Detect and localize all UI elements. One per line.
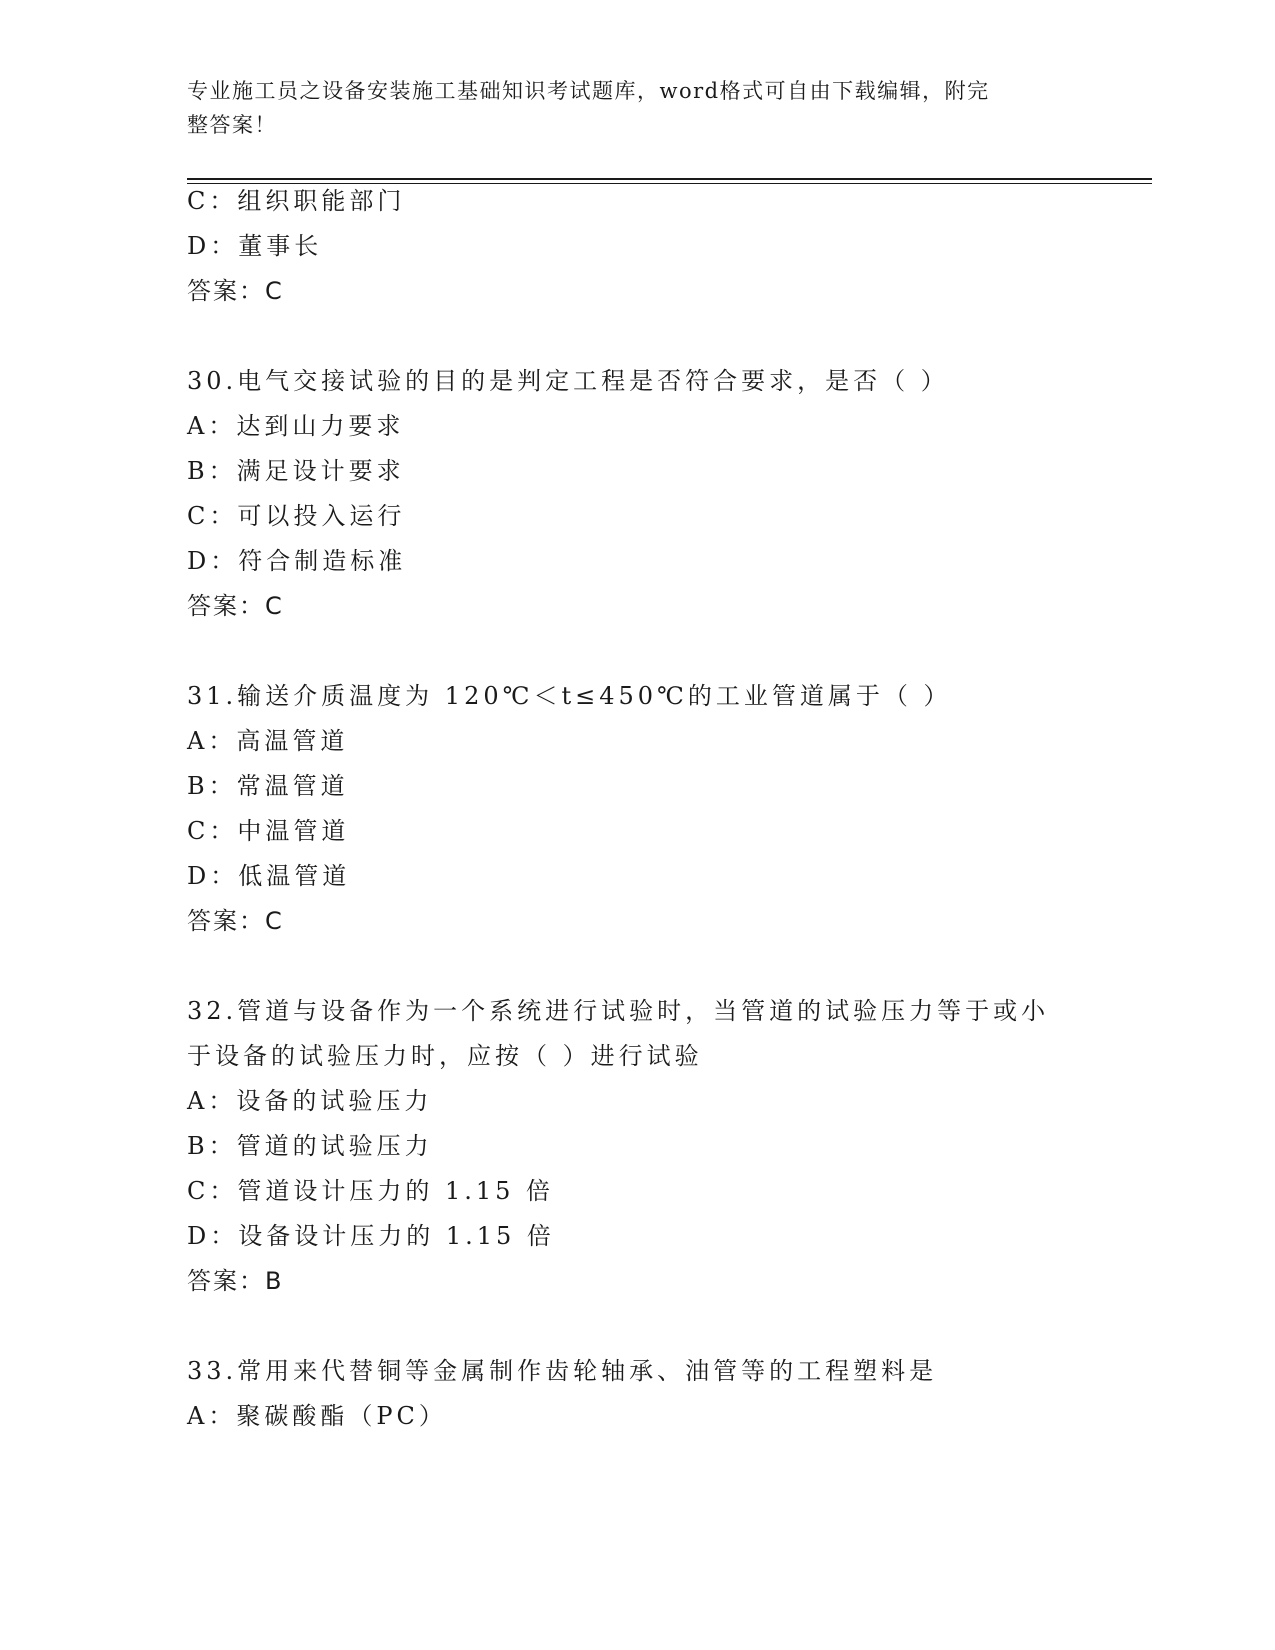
q29-option-d: D：董事长 xyxy=(187,232,323,260)
q30-option-d: D：符合制造标准 xyxy=(187,547,407,575)
document-header xyxy=(187,74,1067,142)
q31-stem: 31.输送介质温度为 120℃＜t≤450℃的工业管道属于（ ） xyxy=(187,682,952,710)
q33-option-a: A：聚碳酸酯（PC） xyxy=(187,1402,447,1430)
header-line-1: 专业施工员之设备安装施工基础知识考试题库，word格式可自由下载编辑，附完 xyxy=(187,79,990,103)
q29-option-c: C：组织职能部门 xyxy=(187,187,406,215)
header-divider-thick xyxy=(187,178,1152,180)
q32-answer: 答案：B xyxy=(187,1267,284,1295)
q32-option-b: B：管道的试验压力 xyxy=(187,1132,433,1160)
q32-option-c: C：管道设计压力的 1.15 倍 xyxy=(187,1177,555,1205)
q31-option-c: C：中温管道 xyxy=(187,817,350,845)
q30-option-b: B：满足设计要求 xyxy=(187,457,405,485)
q32-stem-line-1: 32.管道与设备作为一个系统进行试验时，当管道的试验压力等于或小 xyxy=(187,997,1050,1025)
header-divider-thin xyxy=(187,183,1152,184)
q30-option-a: A：达到山力要求 xyxy=(187,412,405,440)
q33-stem: 33.常用来代替铜等金属制作齿轮轴承、油管等的工程塑料是 xyxy=(187,1357,938,1385)
q32-option-d: D：设备设计压力的 1.15 倍 xyxy=(187,1222,555,1250)
header-line-2: 整答案！ xyxy=(187,113,277,137)
q29-answer: 答案：C xyxy=(187,277,284,305)
q32-option-a: A：设备的试验压力 xyxy=(187,1087,433,1115)
q30-answer: 答案：C xyxy=(187,592,284,620)
q30-stem: 30.电气交接试验的目的是判定工程是否符合要求，是否（ ） xyxy=(187,367,949,395)
q30-option-c: C：可以投入运行 xyxy=(187,502,406,530)
q31-option-a: A：高温管道 xyxy=(187,727,349,755)
q32-stem-line-2: 于设备的试验压力时，应按（ ）进行试验 xyxy=(187,1042,703,1070)
q31-answer: 答案：C xyxy=(187,907,284,935)
q31-option-b: B：常温管道 xyxy=(187,772,349,800)
q31-option-d: D：低温管道 xyxy=(187,862,351,890)
